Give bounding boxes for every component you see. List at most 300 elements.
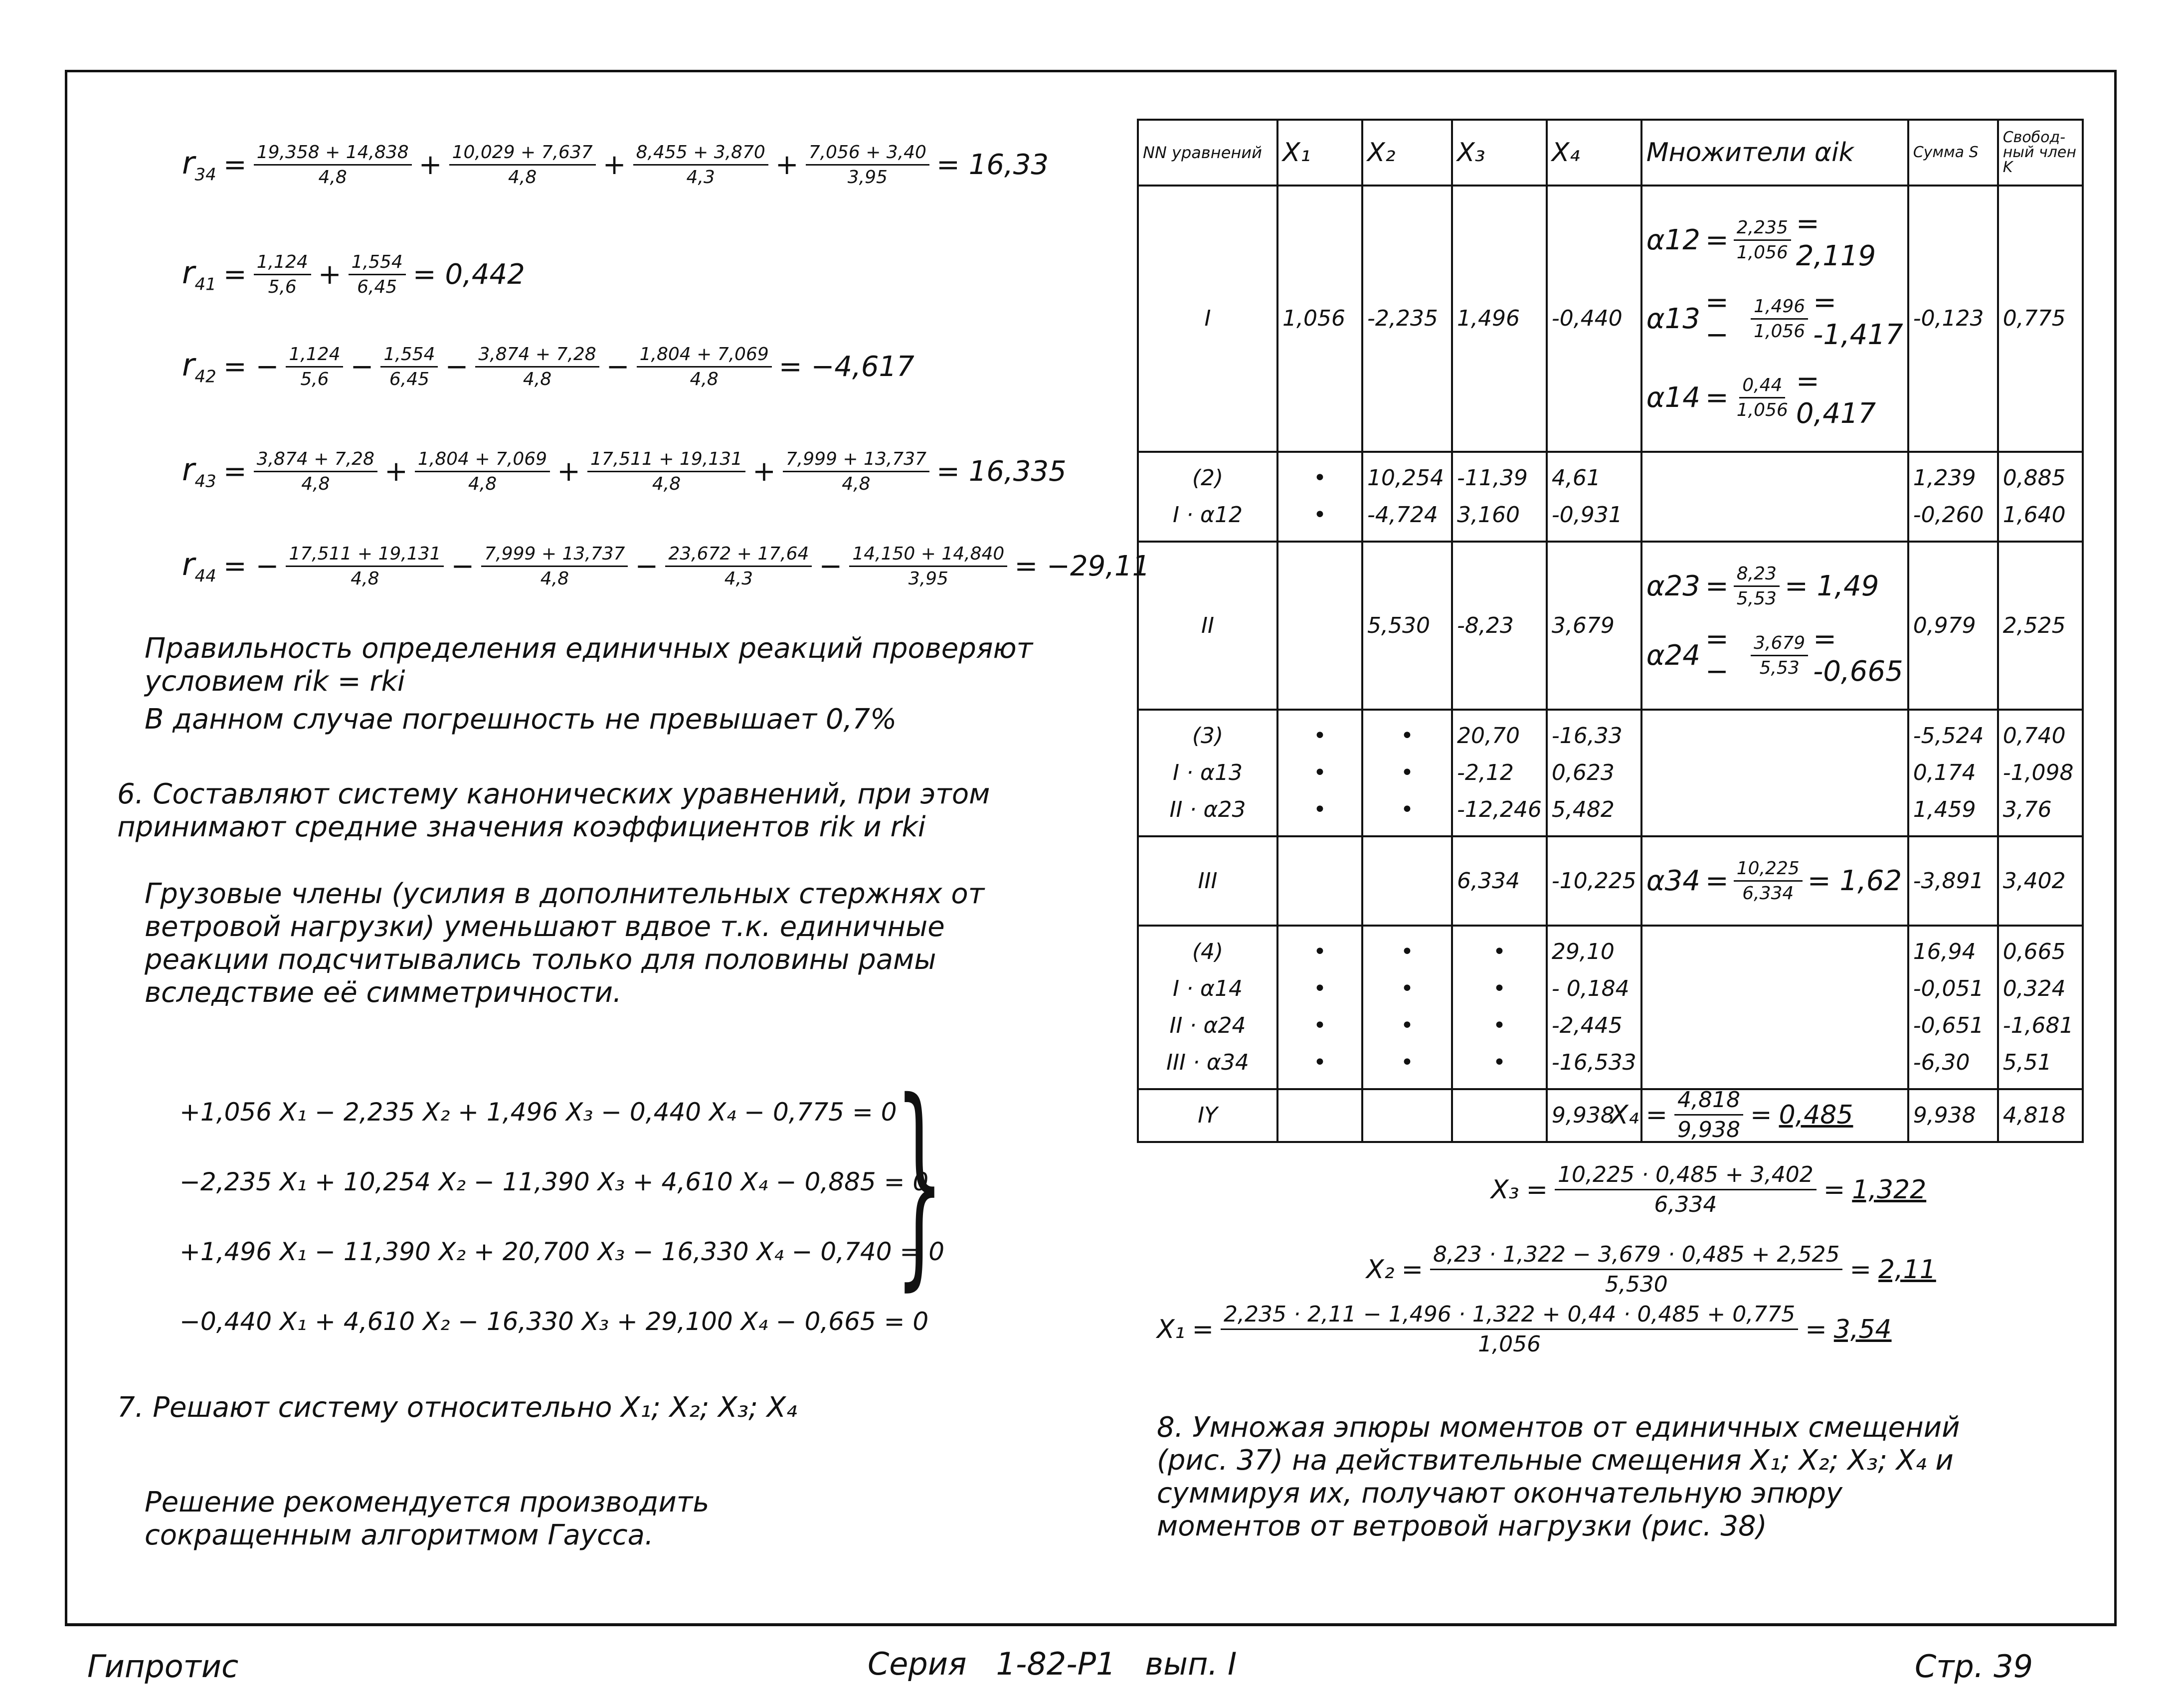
numerator: 1,124 bbox=[286, 344, 343, 368]
sum-cell bbox=[1908, 710, 1998, 836]
solution-value: 3,54 bbox=[1833, 1314, 1892, 1344]
cell-value: III · α34 bbox=[1166, 1050, 1249, 1075]
solution-equation bbox=[1366, 1242, 1936, 1297]
x3-cell-lines bbox=[1457, 934, 1542, 1081]
row-label-lines bbox=[1143, 460, 1272, 534]
equals-sign: = bbox=[1526, 1174, 1548, 1205]
row-label bbox=[1138, 542, 1277, 710]
x3-cell bbox=[1452, 926, 1547, 1089]
cell-value: -12,246 bbox=[1457, 797, 1542, 822]
reaction-symbol: $r_{34}$ bbox=[182, 145, 216, 185]
cell-value: -6,30 bbox=[1913, 1050, 1970, 1075]
operator: + bbox=[602, 149, 626, 181]
x2-cell-lines bbox=[1367, 934, 1447, 1081]
footer-org: Гипротис bbox=[87, 1648, 239, 1685]
multiplier-cell bbox=[1641, 710, 1908, 836]
denominator: 1,056 bbox=[1736, 242, 1788, 263]
fraction bbox=[633, 142, 768, 188]
x2-cell bbox=[1362, 186, 1452, 452]
sum-cell bbox=[1908, 836, 1998, 926]
reaction-symbol: $r_{44}$ bbox=[182, 546, 216, 586]
equals-sign: = bbox=[1849, 1254, 1872, 1285]
equals-sign: = bbox=[1705, 570, 1729, 602]
cell-value: 1,496 bbox=[1457, 306, 1520, 331]
operator: + bbox=[557, 455, 580, 488]
x2-cell-lines bbox=[1367, 1097, 1447, 1134]
equals-sign: = bbox=[1750, 1100, 1772, 1130]
footer-series: Серия 1-82-Р1 вып. I bbox=[868, 1646, 1237, 1682]
cell-value: 1,459 bbox=[1913, 797, 1976, 822]
cell-value: 0,775 bbox=[2002, 306, 2066, 331]
fraction bbox=[415, 449, 550, 494]
equals-sign: = − bbox=[1705, 286, 1729, 351]
cell-value: 5,530 bbox=[1367, 612, 1430, 638]
system-brace: } bbox=[895, 1054, 944, 1310]
row-label bbox=[1138, 710, 1277, 836]
cell-value: • bbox=[1401, 723, 1414, 749]
cell-value: 3,679 bbox=[1551, 612, 1615, 638]
cell-value: 3,76 bbox=[2002, 797, 2052, 822]
operator: − bbox=[635, 550, 659, 582]
free-term-cell-lines bbox=[2003, 718, 2078, 828]
cell-value: • bbox=[1401, 939, 1414, 964]
cell-value: -0,931 bbox=[1551, 502, 1623, 528]
x1-cell bbox=[1277, 710, 1362, 836]
cell-value: • bbox=[1313, 939, 1326, 964]
fraction bbox=[637, 344, 772, 389]
cell-value: 0,740 bbox=[2002, 723, 2066, 749]
free-term-cell bbox=[1998, 710, 2083, 836]
denominator: 3,95 bbox=[847, 167, 888, 188]
cell-value: • bbox=[1492, 1050, 1506, 1075]
table-header-row bbox=[1138, 120, 2083, 186]
fraction bbox=[1734, 858, 1803, 904]
sum-cell bbox=[1908, 186, 1998, 452]
cell-value: 29,10 bbox=[1551, 939, 1615, 964]
operator: + bbox=[318, 258, 342, 291]
numerator: 7,999 + 13,737 bbox=[481, 544, 628, 567]
x3-cell bbox=[1452, 1089, 1547, 1142]
cell-value: 4,818 bbox=[2002, 1103, 2066, 1128]
cell-value: 1,239 bbox=[1913, 465, 1976, 491]
system-row-4: −0,440 X₁ + 4,610 X₂ − 16,330 X₃ + 29,100 X₄ − 0,665 = 0 bbox=[180, 1307, 929, 1336]
table-body bbox=[1138, 186, 2083, 1142]
cell-value: 5,51 bbox=[2002, 1050, 2052, 1075]
free-term-cell-lines bbox=[2003, 607, 2078, 644]
numerator: 10,225 bbox=[1734, 858, 1803, 882]
solution-equation bbox=[1491, 1162, 1926, 1217]
x4-cell-lines bbox=[1552, 607, 1636, 644]
numerator: 8,23 · 1,322 − 3,679 · 0,485 + 2,525 bbox=[1430, 1242, 1842, 1270]
reaction-symbol: $r_{43}$ bbox=[182, 451, 216, 492]
equals-sign: = bbox=[223, 258, 247, 291]
equals-sign: = bbox=[1645, 1100, 1668, 1130]
x3-cell-lines bbox=[1457, 718, 1542, 828]
cell-value: -10,225 bbox=[1551, 868, 1636, 894]
canonical-system bbox=[180, 1077, 944, 1356]
reaction-subscript: 42 bbox=[194, 367, 216, 387]
x4-cell bbox=[1547, 186, 1641, 452]
fraction bbox=[254, 449, 377, 494]
cell-value: • bbox=[1401, 1050, 1414, 1075]
x1-cell-lines bbox=[1282, 863, 1357, 900]
item-8-text: 8. Умножая эпюры моментов от единичных смещений (рис. 37) на действительные смещения X₁; X₂; X₃; X₄ и суммируя их, получают окончательную эпюру моментов от ветровой нагрузки (рис. 38) bbox=[1157, 1411, 1960, 1542]
numerator: 1,554 bbox=[380, 344, 438, 368]
multiplier bbox=[1646, 564, 1903, 609]
x2-cell bbox=[1362, 1089, 1452, 1142]
cell-value: • bbox=[1401, 760, 1414, 785]
cell-value: 5,482 bbox=[1551, 797, 1615, 822]
row-label-lines bbox=[1143, 300, 1272, 337]
alpha-symbol: α34 bbox=[1646, 865, 1700, 897]
x1-cell bbox=[1277, 186, 1362, 452]
cell-value bbox=[1282, 863, 1357, 900]
sum-cell-lines bbox=[1913, 934, 1993, 1081]
cell-value: (4) bbox=[1192, 939, 1224, 964]
x4-cell-lines bbox=[1552, 863, 1636, 900]
fraction bbox=[1734, 375, 1791, 420]
numerator: 10,029 + 7,637 bbox=[449, 142, 596, 166]
x2-cell-lines bbox=[1367, 460, 1447, 534]
system-row-1: +1,056 X₁ − 2,235 X₂ + 1,496 X₃ − 0,440 X₄ − 0,775 = 0 bbox=[180, 1098, 897, 1127]
numerator: 14,150 + 14,840 bbox=[849, 544, 1007, 567]
sum-cell bbox=[1908, 1089, 1998, 1142]
multiplier-value: = 1,62 bbox=[1807, 865, 1902, 897]
unknown-symbol: X₄ bbox=[1611, 1100, 1639, 1130]
x4-cell-lines bbox=[1552, 300, 1636, 337]
numerator: 0,44 bbox=[1739, 375, 1785, 398]
multiplier bbox=[1646, 623, 1903, 688]
x1-cell bbox=[1277, 452, 1362, 542]
denominator: 4,8 bbox=[523, 369, 552, 389]
cell-value: 3,160 bbox=[1457, 502, 1520, 528]
error-text: В данном случае погрешность не превышает 0,7% bbox=[145, 703, 897, 736]
cell-value: I · α13 bbox=[1173, 760, 1243, 785]
denominator: 5,53 bbox=[1736, 588, 1777, 609]
cell-value: -4,724 bbox=[1367, 502, 1438, 528]
reaction-subscript: 41 bbox=[194, 274, 216, 295]
cell-value: II · α24 bbox=[1169, 1013, 1246, 1038]
denominator: 4,8 bbox=[652, 474, 681, 494]
header-x3: X₃ bbox=[1452, 120, 1547, 186]
cell-value: 9,938 bbox=[1551, 1103, 1615, 1128]
unknown-symbol: X₃ bbox=[1491, 1174, 1519, 1205]
fraction bbox=[286, 344, 343, 389]
footer-page: Стр. 39 bbox=[1915, 1648, 2033, 1685]
x4-cell bbox=[1547, 926, 1641, 1089]
operator: + bbox=[775, 149, 799, 181]
cell-value: -2,12 bbox=[1457, 760, 1514, 785]
cell-value: -2,235 bbox=[1367, 306, 1438, 331]
cell-value: -1,098 bbox=[2002, 760, 2074, 785]
cell-value: II · α23 bbox=[1169, 797, 1246, 822]
denominator: 6,334 bbox=[1654, 1192, 1717, 1217]
equals-sign: = bbox=[1705, 223, 1729, 256]
equation-result: = 0,442 bbox=[412, 258, 525, 291]
x3-cell-lines bbox=[1457, 863, 1542, 900]
x4-cell bbox=[1547, 710, 1641, 836]
multiplier bbox=[1646, 286, 1903, 351]
cell-value: -2,445 bbox=[1551, 1013, 1623, 1038]
sum-cell-lines bbox=[1913, 607, 1993, 644]
numerator: 23,672 + 17,64 bbox=[665, 544, 812, 567]
cell-value: 0,623 bbox=[1551, 760, 1615, 785]
fraction bbox=[1221, 1302, 1798, 1357]
sum-cell-lines bbox=[1913, 460, 1993, 534]
numerator: 3,874 + 7,28 bbox=[254, 449, 377, 472]
fraction bbox=[254, 142, 412, 188]
cell-value bbox=[1457, 1097, 1542, 1134]
operator: + bbox=[418, 149, 442, 181]
cell-value bbox=[1367, 1097, 1447, 1134]
alpha-symbol: α13 bbox=[1646, 302, 1700, 335]
numerator: 8,455 + 3,870 bbox=[633, 142, 768, 166]
fraction bbox=[349, 252, 406, 297]
table-row bbox=[1138, 836, 2083, 926]
free-term-cell bbox=[1998, 452, 2083, 542]
reaction-symbol: $r_{41}$ bbox=[182, 254, 216, 295]
system-row-3: +1,496 X₁ − 11,390 X₂ + 20,700 X₃ − 16,330 X₄ − 0,740 = 0 bbox=[180, 1237, 945, 1266]
numerator: 2,235 · 2,11 − 1,496 · 1,322 + 0,44 · 0,485 + 0,775 bbox=[1221, 1302, 1798, 1330]
operator: + bbox=[384, 455, 408, 488]
unknown-symbol: X₁ bbox=[1157, 1314, 1185, 1344]
header-sum: Сумма S bbox=[1908, 120, 1998, 186]
equals-sign: = bbox=[223, 455, 247, 488]
multiplier bbox=[1646, 207, 1903, 272]
system-row-2: −2,235 X₁ + 10,254 X₂ − 11,390 X₃ + 4,610 X₄ − 0,885 = 0 bbox=[180, 1167, 929, 1196]
solution-equation bbox=[1157, 1302, 1892, 1357]
cell-value: 0,324 bbox=[2002, 976, 2066, 1001]
x3-cell bbox=[1452, 452, 1547, 542]
denominator: 4,8 bbox=[301, 474, 330, 494]
reaction-equation bbox=[182, 252, 525, 297]
denominator: 4,8 bbox=[351, 569, 379, 589]
cell-value: • bbox=[1313, 1050, 1326, 1075]
gauss-table bbox=[1137, 119, 2084, 1143]
equation-result: = −29,11 bbox=[1014, 550, 1150, 582]
x2-cell bbox=[1362, 836, 1452, 926]
denominator: 5,53 bbox=[1759, 657, 1800, 678]
row-label bbox=[1138, 452, 1277, 542]
reaction-equation bbox=[182, 344, 914, 389]
check-condition-text: Правильность определения единичных реакций проверяют условием rik = rki bbox=[145, 632, 1033, 698]
cell-value: • bbox=[1313, 1013, 1326, 1038]
numerator: 1,554 bbox=[349, 252, 406, 275]
x2-cell-lines bbox=[1367, 863, 1447, 900]
x2-cell bbox=[1362, 710, 1452, 836]
cell-value: II bbox=[1201, 612, 1214, 638]
equals-sign: = − bbox=[223, 351, 279, 383]
cell-value: -16,33 bbox=[1551, 723, 1623, 749]
solution-value: 2,11 bbox=[1878, 1254, 1936, 1285]
multiplier-value: = -1,417 bbox=[1813, 286, 1903, 351]
sum-cell-lines bbox=[1913, 300, 1993, 337]
header-free-term: Свобод-ный член K bbox=[1998, 120, 2083, 186]
fraction bbox=[1751, 296, 1808, 342]
denominator: 6,45 bbox=[357, 277, 397, 297]
multiplier-value: = 2,119 bbox=[1796, 207, 1876, 272]
cell-value: -3,891 bbox=[1913, 868, 1984, 894]
table-row bbox=[1138, 710, 2083, 836]
cell-value: 0,885 bbox=[2002, 465, 2066, 491]
fraction bbox=[587, 449, 745, 494]
denominator: 1,056 bbox=[1736, 399, 1788, 420]
fraction bbox=[1430, 1242, 1842, 1297]
cell-value: 1,056 bbox=[1282, 306, 1345, 331]
x4-cell bbox=[1547, 542, 1641, 710]
row-label bbox=[1138, 836, 1277, 926]
denominator: 4,8 bbox=[468, 474, 497, 494]
equals-sign: = bbox=[1823, 1174, 1845, 1205]
free-term-cell bbox=[1998, 542, 2083, 710]
denominator: 4,3 bbox=[686, 167, 715, 188]
cell-value: I · α14 bbox=[1173, 976, 1243, 1001]
cell-value: 0,665 bbox=[2002, 939, 2066, 964]
row-label bbox=[1138, 186, 1277, 452]
equals-sign: = − bbox=[223, 550, 279, 582]
row-label bbox=[1138, 1089, 1277, 1142]
x3-cell-lines bbox=[1457, 607, 1542, 644]
frame-bottom-line bbox=[65, 1623, 2117, 1626]
numerator: 1,804 + 7,069 bbox=[415, 449, 550, 472]
x1-cell-lines bbox=[1282, 934, 1357, 1081]
x1-cell bbox=[1277, 1089, 1362, 1142]
fraction bbox=[475, 344, 599, 389]
recommend-text: Решение рекомендуется производить сокращенным алгоритмом Гаусса. bbox=[145, 1486, 710, 1551]
x2-cell bbox=[1362, 926, 1452, 1089]
fraction bbox=[806, 142, 929, 188]
cell-value: -0,440 bbox=[1551, 306, 1623, 331]
free-term-cell-lines bbox=[2003, 1097, 2078, 1134]
alpha-symbol: α24 bbox=[1646, 639, 1700, 672]
equals-sign: = bbox=[1705, 381, 1729, 414]
cell-value: (2) bbox=[1192, 465, 1224, 491]
numerator: 1,804 + 7,069 bbox=[637, 344, 772, 368]
denominator: 1,056 bbox=[1478, 1331, 1541, 1357]
fraction bbox=[1734, 217, 1791, 263]
cell-value: 2,525 bbox=[2002, 612, 2066, 638]
x1-cell-lines bbox=[1282, 460, 1357, 534]
loads-text: Грузовые члены (усилия в дополнительных стержнях от ветровой нагрузки) уменьшают вдвое т.к. единичные реакции подсчитывались только для половины рамы вследствие её симметричности. bbox=[145, 878, 985, 1009]
alpha-symbol: α14 bbox=[1646, 381, 1700, 414]
row-label-lines bbox=[1143, 607, 1272, 644]
reaction-subscript: 44 bbox=[194, 566, 216, 586]
sum-cell bbox=[1908, 542, 1998, 710]
cell-value: 3,402 bbox=[2002, 868, 2066, 894]
cell-value: -8,23 bbox=[1457, 612, 1514, 638]
item-7-text: 7. Решают систему относительно X₁; X₂; X₃; X₄ bbox=[117, 1391, 797, 1424]
x3-cell bbox=[1452, 836, 1547, 926]
free-term-cell bbox=[1998, 1089, 2083, 1142]
numerator: 4,818 bbox=[1674, 1087, 1743, 1116]
cell-value: • bbox=[1401, 976, 1414, 1001]
reaction-subscript: 34 bbox=[194, 165, 216, 185]
x1-cell bbox=[1277, 926, 1362, 1089]
multiplier-cell bbox=[1641, 542, 1908, 710]
denominator: 1,056 bbox=[1754, 321, 1806, 342]
reaction-equation bbox=[182, 449, 1067, 494]
x3-cell-lines bbox=[1457, 1097, 1542, 1134]
cell-value: 10,254 bbox=[1367, 465, 1444, 491]
free-term-cell-lines bbox=[2003, 300, 2078, 337]
multiplier bbox=[1646, 858, 1903, 904]
numerator: 10,225 · 0,485 + 3,402 bbox=[1555, 1162, 1816, 1190]
cell-value: -0,123 bbox=[1913, 306, 1984, 331]
alpha-symbol: α23 bbox=[1646, 570, 1700, 602]
numerator: 3,874 + 7,28 bbox=[475, 344, 599, 368]
solution-value: 0,485 bbox=[1779, 1100, 1853, 1130]
numerator: 17,511 + 19,131 bbox=[587, 449, 745, 472]
equation-result: = 16,335 bbox=[936, 455, 1067, 488]
cell-value: 20,70 bbox=[1457, 723, 1520, 749]
equals-sign: = bbox=[1192, 1314, 1214, 1344]
x1-cell-lines bbox=[1282, 718, 1357, 828]
fraction bbox=[1674, 1087, 1743, 1142]
cell-value: • bbox=[1313, 797, 1326, 822]
cell-value: • bbox=[1401, 1013, 1414, 1038]
sum-cell-lines bbox=[1913, 1097, 1993, 1134]
fraction bbox=[849, 544, 1007, 589]
cell-value: III bbox=[1198, 868, 1218, 894]
operator: + bbox=[752, 455, 776, 488]
cell-value: -0,260 bbox=[1913, 502, 1984, 528]
fraction bbox=[783, 449, 929, 494]
fraction bbox=[380, 344, 438, 389]
x4-cell-lines bbox=[1552, 460, 1636, 534]
cell-value: • bbox=[1313, 502, 1326, 528]
cell-value bbox=[1282, 1097, 1357, 1134]
header-multipliers: Множители αik bbox=[1641, 120, 1908, 186]
sum-cell bbox=[1908, 452, 1998, 542]
x2-cell bbox=[1362, 542, 1452, 710]
x3-cell-lines bbox=[1457, 300, 1542, 337]
multiplier-cell bbox=[1641, 926, 1908, 1089]
denominator: 5,530 bbox=[1605, 1272, 1668, 1297]
equals-sign: = bbox=[1705, 865, 1729, 897]
equals-sign: = bbox=[223, 149, 247, 181]
cell-value: I bbox=[1204, 306, 1211, 331]
numerator: 19,358 + 14,838 bbox=[254, 142, 412, 166]
operator: − bbox=[451, 550, 475, 582]
multiplier-value: = -0,665 bbox=[1813, 623, 1903, 688]
cell-value: • bbox=[1492, 976, 1506, 1001]
x3-cell-lines bbox=[1457, 460, 1542, 534]
table-row bbox=[1138, 186, 2083, 452]
free-term-cell-lines bbox=[2003, 460, 2078, 534]
equals-sign: = bbox=[1805, 1314, 1827, 1344]
cell-value: I · α12 bbox=[1173, 502, 1243, 528]
x2-cell bbox=[1362, 452, 1452, 542]
denominator: 6,334 bbox=[1742, 883, 1794, 904]
fraction bbox=[481, 544, 628, 589]
denominator: 4,8 bbox=[690, 369, 719, 389]
cell-value: • bbox=[1313, 465, 1326, 491]
free-term-cell-lines bbox=[2003, 934, 2078, 1081]
x4-cell bbox=[1547, 452, 1641, 542]
cell-value: -0,651 bbox=[1913, 1013, 1984, 1038]
cell-value: 16,94 bbox=[1913, 939, 1976, 964]
fraction bbox=[1555, 1162, 1816, 1217]
sum-cell-lines bbox=[1913, 863, 1993, 900]
operator: − bbox=[606, 351, 630, 383]
denominator: 4,8 bbox=[540, 569, 569, 589]
row-label-lines bbox=[1143, 1097, 1272, 1134]
numerator: 2,235 bbox=[1734, 217, 1791, 241]
free-term-cell bbox=[1998, 926, 2083, 1089]
cell-value: -0,051 bbox=[1913, 976, 1984, 1001]
row-label-lines bbox=[1143, 934, 1272, 1081]
numerator: 1,124 bbox=[254, 252, 311, 275]
